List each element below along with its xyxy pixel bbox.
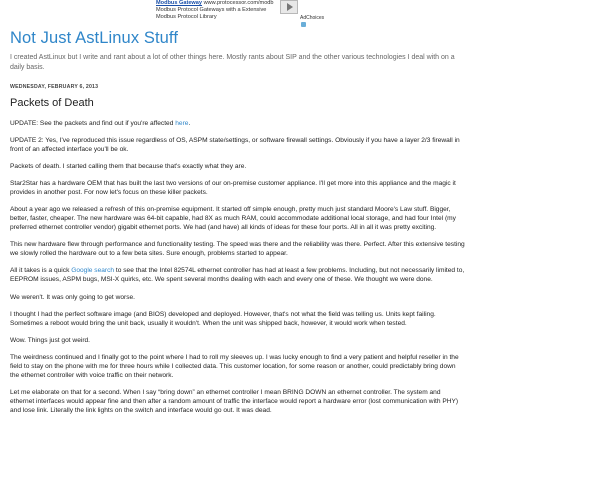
post-paragraph-10: Let me elaborate on that for a second. When I say “bring down” an ethernet controller I mean BRING DOWN an ethernet controller. The system and ethernet interfaces would appear fine and then after a random amount of traffic the interface would report a hardware error (lost communication with PHY) and lose link. Literally the link lights on the switch and interface would go out. It was dead. <box>10 388 459 414</box>
ad-url: www.protocessor.com/modb <box>203 0 274 6</box>
blog-description: I created AstLinux but I write and rant about a lot of other things here. Mostly rants about SIP and the other various technologies I deal with on a daily basis. <box>10 54 455 71</box>
post-paragraph-3: About a year ago we released a refresh of this on-premise equipment. It started off simple enough, pretty much just standard Moore's Law stuff. Bigger, better, faster, cheaper. The new hardware was 64-bit capable, had 8X as much RAM, could accommodate additional local storage, and had four Intel (my preferred ethernet controller vendor) gigabit ethernet ports. We had (and have) all kinds of ideas for these four ports. All in all it was pretty exciting. <box>10 206 456 232</box>
post-paragraph-7: I thought I had the perfect software image (and BIOS) developed and deployed. However, that's not what the field was telling us. Units kept failing. Sometimes a reboot would bring the unit back, usually it wouldn't. When the unit was shipped back, however, it would work when tested. <box>10 310 436 327</box>
blog-title-link[interactable]: Not Just AstLinux Stuff <box>10 29 179 47</box>
post-body <box>10 120 465 416</box>
update-1-prefix: UPDATE: See the packets and find out if you're affected <box>10 119 176 127</box>
paragraph-5-prefix: All it takes is a quick <box>10 267 72 275</box>
blog-header <box>10 27 480 72</box>
post-paragraph-9: The weirdness continued and I finally got to the point where I had to roll my sleeves up. I was lucky enough to find a very patient and helpful reseller in the field to stay on the phone with me for three hours while I collected data. This customer location, for some reason or another, could predictably bring down the ethernet controller with voice traffic on their network. <box>10 353 459 379</box>
post-paragraph-update-2: UPDATE 2: Yes, I've reproduced this issue regardless of OS, ASPM state/settings, or software firewall settings. Obviously if you have a layer 2/3 firewall in front of an affected interface you'll be ok. <box>10 137 460 153</box>
post-paragraph-update-1 <box>10 120 465 129</box>
post-paragraph-4: This new hardware flew through performance and functionality testing. The speed was there and the reliability was there. Perfect. After this extensive testing we slowly rolled the hardware out to a few beta sites. Sure enough, problems started to appear. <box>10 241 465 258</box>
post-title[interactable]: Packets of Death <box>10 97 94 110</box>
post-paragraph-8: Wow. Things just got weird. <box>10 336 91 344</box>
post-paragraph-6: We weren't. It was only going to get worse. <box>10 293 136 301</box>
ad-line-1: Modbus Protocol Gateways with a Extensive <box>156 6 267 13</box>
post-date: WEDNESDAY, FEBRUARY 6, 2013 <box>10 84 99 90</box>
ad-text[interactable] <box>156 0 276 21</box>
post-container <box>10 84 465 424</box>
ad-line-2: Modbus Protocol Library <box>156 13 217 20</box>
paragraph-5-suffix: to see that the Intel 82574L ethernet controller has had at least a few problems. Including, but not necessarily limited to, EEPROM issues, ASPM bugs, MSI-X quirks, etc. We spent several months dealing with each and every one of these. We thought we were done. <box>10 267 465 284</box>
update-1-suffix: . <box>188 119 191 127</box>
ad-next-button[interactable] <box>280 0 298 14</box>
adchoices-label: AdChoices <box>300 15 325 21</box>
post-paragraph-1: Packets of death. I started calling them that because that's exactly what they are. <box>10 163 247 171</box>
post-paragraph-2: Star2Star has a hardware OEM that has built the last two versions of our on-premise customer appliance. I'll get more into this appliance and the magic it provides in another post. For now let's focus on these killer packets. <box>10 180 456 197</box>
ad-title-link[interactable]: Modbus Gateway <box>156 0 203 6</box>
post-paragraph-5 <box>10 267 465 285</box>
update-1-link[interactable]: here <box>175 119 189 127</box>
play-arrow-icon <box>287 3 293 11</box>
ad-banner[interactable] <box>150 0 325 22</box>
google-search-link[interactable]: Google search <box>71 267 115 275</box>
